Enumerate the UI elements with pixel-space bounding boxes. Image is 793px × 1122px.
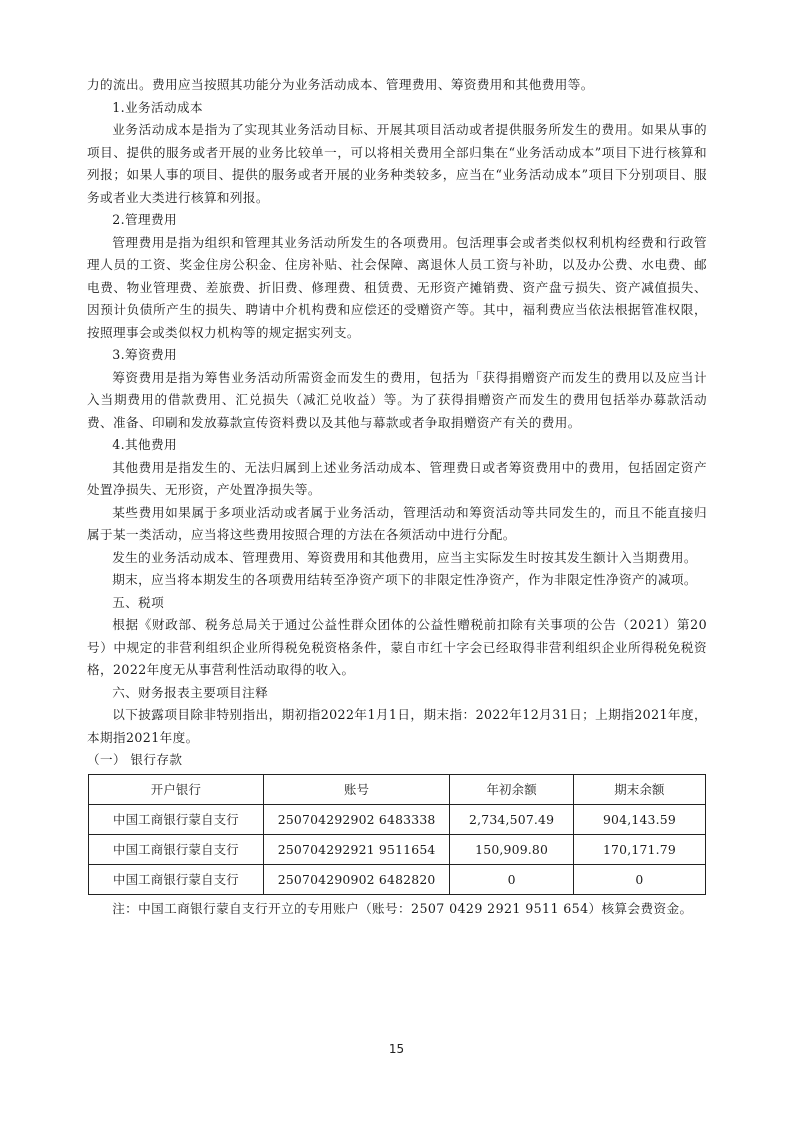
section-heading-other-expense: 4.其他费用 bbox=[112, 437, 177, 452]
column-header-closing-balance: 期末余额 bbox=[573, 774, 705, 804]
column-header-account: 账号 bbox=[263, 774, 449, 804]
table-row bbox=[89, 834, 706, 864]
cell-closing-balance: 0 bbox=[573, 864, 705, 894]
paragraph: 管理费用是指为组织和管理其业务活动所发生的各项费用。包活理事会或者类似权利机构经费和行政管理人员的工资、奖金住房公积金、住房补贴、社会保障、离退休人员工资与补助，以及办公费、水电费、邮电费、物业管理费、差旅费、折旧费、修理费、租赁费、无形资产摊销费、资产盘亏损失、资产减值损失、因预计负债所产生的损失、聘请中介机构费和应偿还的受赠资产等。其中，福利费应当依法根据管准权限，按照理事会或类似权力机构等的规定据实列支。 bbox=[87, 234, 707, 340]
paragraph: 以下披露项目除非特别指出，期初指2022年1月1日，期末指：2022年12月31日；上期指2021年度，本期指2021年度。 bbox=[87, 707, 707, 745]
paragraph: 筹资费用是指为筹售业务活动所需资金而发生的费用，包括为「获得捐赠资产而发生的费用以及应当计入当期费用的借款费用、汇兑损失（减汇兑收益）等。为了获得捐赠资产而发生的费用包括举办募款活动费、准备、印刷和发放募款宣传资料费以及其他与幕款或者争取捐赠资产有关的费用。 bbox=[87, 369, 707, 430]
cell-account: 250704292921 9511654 bbox=[263, 834, 449, 864]
cell-opening-balance: 2,734,507.49 bbox=[450, 804, 574, 834]
section-heading-fundraising-expense: 3.筹资费用 bbox=[112, 347, 177, 362]
column-header-bank: 开户银行 bbox=[89, 774, 264, 804]
section-heading-notes: 六、财务报表主要项目注释 bbox=[112, 684, 269, 700]
table-row bbox=[89, 864, 706, 894]
cell-bank: 中国工商银行蒙自支行 bbox=[89, 804, 264, 834]
paragraph: 其他费用是指发生的、无法归属到上述业务活动成本、管理费日或者筹资费用中的费用，包括固定资产处置净损失、无形资，产处置净损失等。 bbox=[87, 459, 707, 497]
cell-opening-balance: 0 bbox=[450, 864, 574, 894]
table-row bbox=[89, 804, 706, 834]
paragraph: 业务活动成本是指为了实现其业务活动目标、开展其项目活动或者提供服务所发生的费用。如果从事的项目、提供的服务或者开展的业务比较单一，可以将相关费用全部归集在“业务活动成本”项目下进行核算和列报；如果人事的项目、提供的服务或者开展的业务种类较多，应当在“业务活动成本”项目下分别项目、服务或者业大类进行核算和列报。 bbox=[87, 122, 707, 205]
cell-account: 250704292902 6483338 bbox=[263, 804, 449, 834]
table-header-row bbox=[89, 774, 706, 804]
paragraph: 发生的业务活动成本、管理费用、筹资费用和其他费用，应当主实际发生时按其发生额计入当期费用。 bbox=[112, 549, 697, 565]
document-body bbox=[87, 74, 707, 920]
section-heading-tax: 五、税项 bbox=[112, 594, 165, 610]
table-note: 注：中国工商银行蒙自支行开立的专用账户（账号：2507 0429 2921 9511 654）核算会费资金。 bbox=[112, 900, 693, 916]
paragraph: 期末，应当将本期发生的各项费用结转至净资产项下的非限定性净资产，作为非限定性净资产的减项。 bbox=[112, 572, 697, 587]
cell-bank: 中国工商银行蒙自支行 bbox=[89, 834, 264, 864]
paragraph: 力的流出。费用应当按照其功能分为业务活动成本、管理费用、筹资费用和其他费用等。 bbox=[87, 77, 594, 92]
cell-account: 250704290902 6482820 bbox=[263, 864, 449, 894]
section-heading-admin-expense: 2.管理费用 bbox=[112, 212, 177, 227]
paragraph: 某些费用如果属于多项业活动或者属于业务活动，管理活动和筹资活动等共同发生的，而且不能直接归属于某一类活动，应当将这些费用按照合理的方法在各须活动中进行分配。 bbox=[87, 504, 707, 542]
table-caption: （一） 银行存款 bbox=[87, 752, 183, 767]
cell-closing-balance: 170,171.79 bbox=[573, 834, 705, 864]
cell-bank: 中国工商银行蒙自支行 bbox=[89, 864, 264, 894]
page-number: 15 bbox=[388, 1042, 405, 1056]
column-header-opening-balance: 年初余额 bbox=[450, 774, 574, 804]
cell-closing-balance: 904,143.59 bbox=[573, 804, 705, 834]
section-heading-business-cost: 1.业务活动成本 bbox=[112, 99, 203, 115]
paragraph: 根据《财政部、税务总局关于通过公益性群众团体的公益性赠税前扣除有关事项的公告（2021）第20号）中规定的非营利组织企业所得税免税资格条件，蒙自市红十字会已经取得非营利组织企业所得税免税资格，2022年度无从事营利性活动取得的收入。 bbox=[87, 617, 707, 677]
cell-opening-balance: 150,909.80 bbox=[450, 834, 574, 864]
bank-deposit-table bbox=[88, 774, 706, 895]
